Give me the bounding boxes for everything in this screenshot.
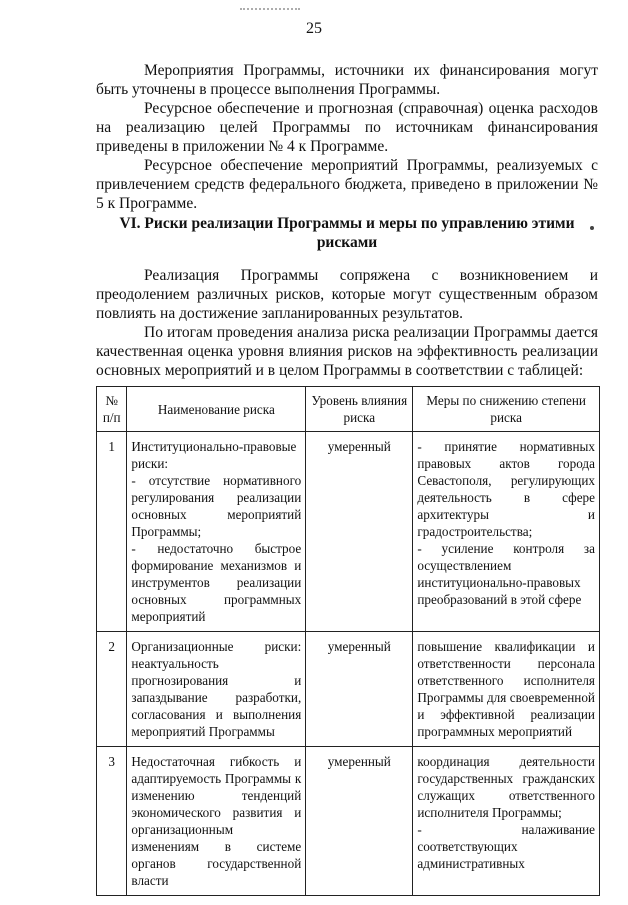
cell-number: 3 (97, 747, 127, 896)
col-header-risk-name: Наименование риска (127, 387, 306, 432)
cell-impact-level: умеренный (306, 432, 413, 632)
cell-risk-name: Организационные риски: неактуальность прогнозирования и запаздывание разработки, согласования и выполнения мероприятий Программы (127, 632, 306, 747)
risk-table (96, 386, 600, 896)
paragraph: По итогам проведения анализа риска реализации Программы дается качественная оценка уровня влияния рисков на эффективность реализации основных мероприятий и в целом Программы в соответствии с таблицей: (96, 324, 598, 379)
cell-measures: координация деятельности государственных гражданских служащих ответственного исполнителя Программы; - налаживание соответствующих административных (413, 747, 600, 896)
scan-dot (590, 226, 594, 230)
cell-measures: повышение квалификации и ответственности персонала ответственного исполнителя Программы для своевременной и эффективной реализации программных мероприятий (413, 632, 600, 747)
heading-line: VI. Риски реализации Программы и меры по управлению этими (119, 215, 575, 232)
cell-number: 2 (97, 632, 127, 747)
cell-number: 1 (97, 432, 127, 632)
col-header-measures: Меры по снижению степени риска (413, 387, 600, 432)
heading-line: рисками (316, 234, 378, 251)
page-number: 25 (306, 20, 322, 37)
section-heading (96, 214, 598, 252)
paragraph: Реализация Программы сопряжена с возникновением и преодолением различных рисков, которые могут существенным образом повлиять на достижение запланированных результатов. (96, 267, 598, 322)
table-row (97, 432, 600, 632)
stamp-mark (240, 0, 300, 10)
table-header-row (97, 387, 600, 432)
paragraph: Ресурсное обеспечение и прогнозная (справочная) оценка расходов на реализацию целей Программы по источникам финансирования приведены в приложении № 4 к Программе. (96, 100, 598, 155)
table-row (97, 632, 600, 747)
cell-impact-level: умеренный (306, 747, 413, 896)
paragraph: Мероприятия Программы, источники их финансирования могут быть уточнены в процессе выполнения Программы. (96, 62, 598, 98)
cell-impact-level: умеренный (306, 632, 413, 747)
paragraph: Ресурсное обеспечение мероприятий Программы, реализуемых с привлечением средств федерального бюджета, приведено в приложении № 5 к Программе. (96, 157, 598, 212)
cell-risk-name: Недостаточная гибкость и адаптируемость Программы к изменению тенденций экономического развития и организационным изменениям в системе органов государственной власти (127, 747, 306, 896)
col-header-impact-level: Уровень влияния риска (306, 387, 413, 432)
cell-risk-name: Институционально-правовые риски: - отсутствие нормативного регулирования реализации основных мероприятий Программы; - недостаточно быстрое формирование механизмов и инструментов реализации основных программных мероприятий (127, 432, 306, 632)
table-row (97, 747, 600, 896)
col-header-number: № п/п (97, 387, 127, 432)
cell-measures: - принятие нормативных правовых актов города Севастополя, регулирующих деятельность в сфере архитектуры и градостроительства; - усиление контроля за осуществлением институционально-правовых преобразований в этой сфере (413, 432, 600, 632)
section-risks-text (96, 266, 598, 380)
section-funding-text (96, 61, 598, 213)
